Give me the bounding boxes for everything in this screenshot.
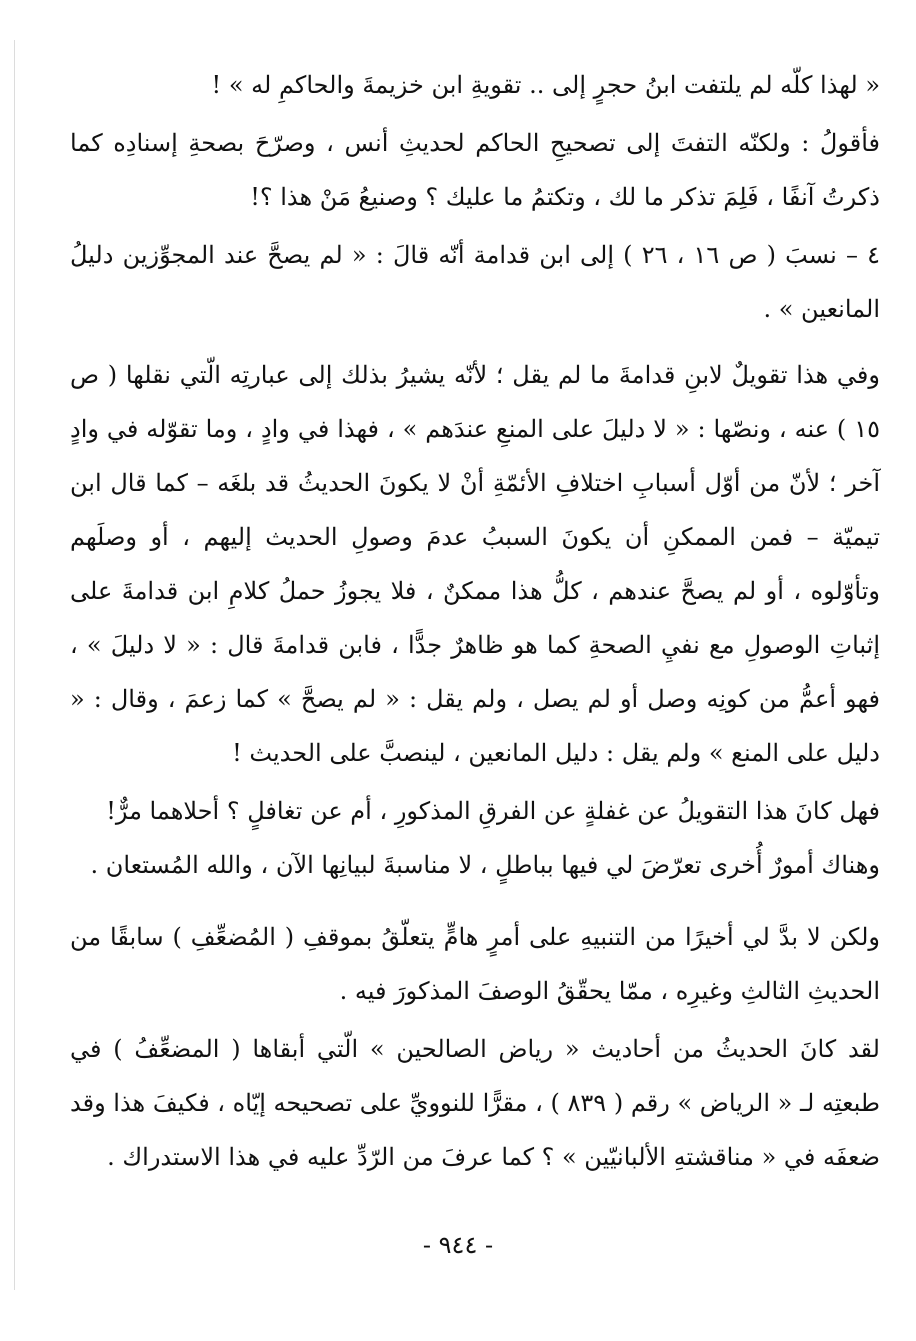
- body-text: [70, 58, 880, 1184]
- paragraph-question: فهل كانَ هذا التقويلُ عن غفلةٍ عن الفرقِ المذكورِ ، أم عن تغافلٍ ؟ أحلاهما مرٌّ!: [106, 797, 880, 825]
- paragraph-point-four: ٤ – نسبَ ( ص ١٦ ، ٢٦ ) إلى ابن قدامة أنّه قالَ : « لم يصحَّ عند المجوِّزين دليلُ المانعين » .: [70, 241, 880, 323]
- page-number: - ٩٤٤ -: [422, 1231, 494, 1259]
- scan-edge-line: [14, 40, 15, 1290]
- paragraph-quote-intro: « لهذا كلّه لم يلتفت ابنُ حجرٍ إلى .. تقويةِ ابن خزيمةَ والحاكمِ له » !: [211, 71, 880, 99]
- paragraph-response: فأقولُ : ولكنّه التفتَ إلى تصحيحِ الحاكم لحديثِ أنس ، وصرّحَ بصحةِ إسنادِه كما ذكرتُ آنفًا ، فَلِمَ تذكر ما لك ، وتكتمُ ما عليك ؟ وصنيعُ مَنْ هذا ؟!: [70, 129, 880, 211]
- paragraph-ibn-qudama-analysis: وفي هذا تقويلٌ لابنِ قدامةَ ما لم يقل ؛ لأنّه يشيرُ بذلك إلى عبارتِه الّتي نقلها ( ص ١٥ ) عنه ، ونصّها : « لا دليلَ على المنعِ عندَهم » ، فهذا في وادٍ ، وما تقوّله في وادٍ آخر ؛ لأنّ من أوّل أسبابِ اختلافِ الأئمّةِ أنْ لا يكونَ الحديثُ قد بلغَه – كما قال ابن تيميّة – فمن الممكنِ أن يكونَ السببُ عدمَ وصولِ الحديث إليهم ، أو وصلَهم وتأوّلوه ، أو لم يصحَّ عندهم ، كلُّ هذا ممكنٌ ، فلا يجوزُ حملُ كلامِ ابن قدامةَ على إثباتِ الوصولِ مع نفيِ الصحةِ كما هو ظاهرٌ جدًّا ، فابن قدامةَ قال : « لا دليلَ » ، فهو أعمُّ من كونِه وصل أو لم يصل ، ولم يقل : « لم يصحَّ » كما زعمَ ، وقال : « دليل على المنع » ولم يقل : دليل المانعين ، لينصبَّ على الحديث !: [70, 361, 880, 767]
- paragraph-riyad-salihin: لقد كانَ الحديثُ من أحاديث « رياض الصالحين » الّتي أبقاها ( المضعِّفُ ) في طبعتِه لـ « الرياض » رقم ( ٨٣٩ ) ، مقرًّا للنوويِّ على تصحيحه إيّاه ، فكيفَ هذا وقد ضعفَه في « مناقشتهِ الألبانيّين » ؟ كما عرفَ من الرّدِّ عليه في هذا الاستدراك .: [70, 1035, 881, 1171]
- paragraph-final-note: ولكن لا بدَّ لي أخيرًا من التنبيهِ على أمرٍ هامٍّ يتعلّقُ بموقفِ ( المُضعِّفِ ) سابقًا من الحديثِ الثالثِ وغيرِه ، ممّا يحقّقُ الوصفَ المذكورَ فيه .: [70, 923, 880, 1005]
- paragraph-other-matters: وهناك أمورٌ أُخرى تعرّضَ لي فيها بباطلٍ ، لا مناسبةَ لبيانِها الآن ، والله المُستعان .: [90, 851, 880, 879]
